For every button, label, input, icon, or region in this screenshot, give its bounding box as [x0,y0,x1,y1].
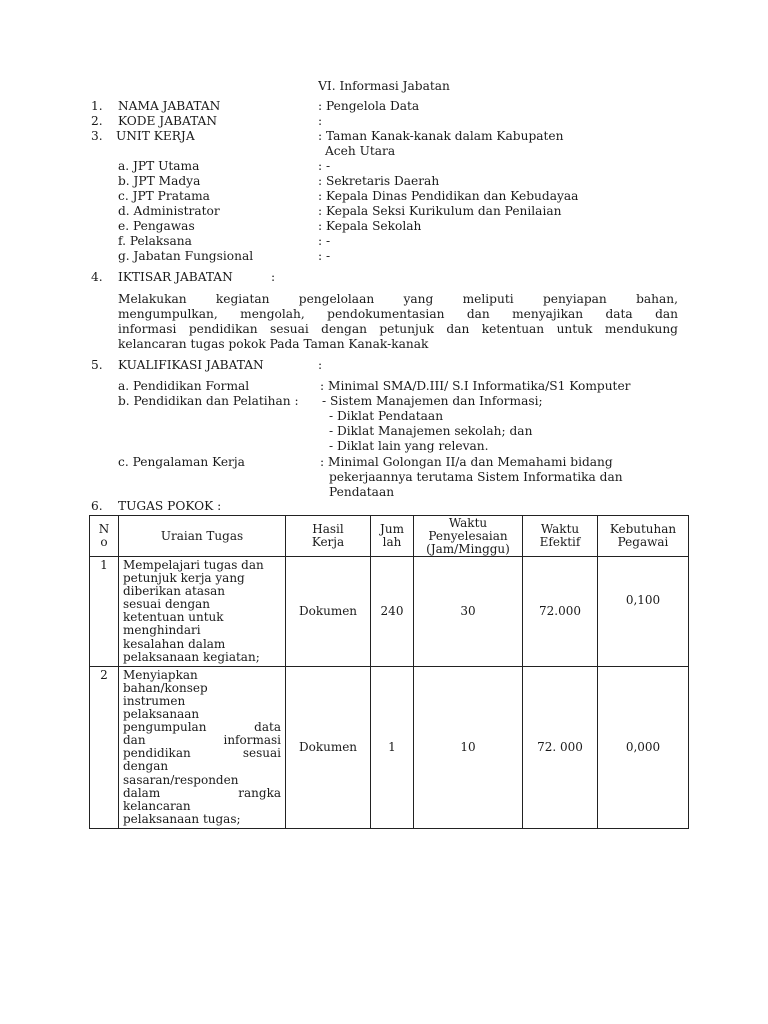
uraian-cell [119,557,286,667]
field-label-kode-jabatan: KODE JABATAN [118,114,218,128]
header-text: lah [382,535,402,549]
iktisar-colon: : [271,270,276,284]
unit-kerja-label: c. JPT Pratama [118,189,210,203]
uraian-line: kelancaran [123,798,191,813]
field-value-kode-jabatan: : [318,114,323,128]
header-text: Penyelesaian [428,528,508,543]
section-number: 4. [91,270,103,284]
uraian-line: ketentuan untuk [123,610,224,625]
uraian-line: Menyiapkan [123,667,198,682]
table-header-row [90,516,689,557]
paragraph-line: kelancaran tugas pokok Pada Taman Kanak-kanak [118,337,429,351]
jumlah-cell: 1 [371,666,414,828]
unit-kerja-value: : Kepala Seksi Kurikulum dan Penilaian [318,204,562,218]
pengalaman-value: : Minimal Golongan II/a dan Memahami bidang [320,455,613,469]
pelatihan-item: - Diklat lain yang relevan. [329,439,489,453]
column-header-kebutuhan-pegawai [598,516,689,557]
unit-kerja-label: f. Pelaksana [118,234,192,248]
kualifikasi-colon: : [318,358,323,372]
uraian-line: kesalahan dalam [123,636,226,651]
field-label-nama-jabatan: NAMA JABATAN [118,99,221,113]
jumlah-cell: 240 [371,557,414,667]
iktisar-paragraph [118,292,678,352]
table-row [90,666,689,828]
kebutuhan-pegawai-cell: 0,000 [598,666,689,828]
pengalaman-value: pekerjaannya terutama Sistem Informatika dan [329,470,623,484]
tugas-pokok-table [89,515,689,829]
section-number: 5. [91,358,103,372]
uraian-line: pelaksanaan tugas; [123,811,241,826]
field-number: 1. [91,99,103,113]
iktisar-heading: IKTISAR JABATAN [118,270,233,284]
field-number: 3. [91,129,103,143]
paragraph-line: informasi pendidikan sesuai dengan petunjuk dan ketentuan untuk mendukung [118,322,678,336]
pengalaman-value: Pendataan [329,485,395,499]
unit-kerja-label: g. Jabatan Fungsional [118,249,254,263]
pelatihan-label: b. Pendidikan dan Pelatihan : [118,394,299,408]
header-text: N [98,522,110,536]
pengalaman-label: c. Pengalaman Kerja [118,455,245,469]
header-text: o [100,535,108,549]
uraian-line: dalam rangka [123,785,281,800]
column-header-jumlah [371,516,414,557]
uraian-line: sasaran/responden [123,772,239,787]
unit-kerja-value: : Kepala Dinas Pendidikan dan Kebudayaa [318,189,579,203]
header-text: Kerja [311,535,345,549]
column-header-waktu-penyelesaian [414,516,523,557]
waktu-efektif-cell: 72. 000 [523,666,598,828]
header-text: (Jam/Minggu) [426,541,510,556]
header-text: Jum [380,522,404,536]
row-number: 1 [90,557,119,667]
kebutuhan-pegawai-cell: 0,100 [598,557,689,667]
section-number: 6. [91,499,103,513]
paragraph-line: Melakukan kegiatan pengelolaan yang meliputi penyiapan bahan, [118,292,678,306]
pendidikan-formal-value: : Minimal SMA/D.III/ S.I Informatika/S1 Komputer [320,379,631,393]
column-header-hasil-kerja [286,516,371,557]
field-value-unit-kerja: : Taman Kanak-kanak dalam Kabupaten [318,129,564,143]
field-value-unit-kerja-cont: Aceh Utara [325,144,396,158]
uraian-line: menghindari [123,623,201,638]
section-title: VI. Informasi Jabatan [318,79,450,93]
uraian-line: sesuai dengan [123,597,211,612]
unit-kerja-value: : Sekretaris Daerah [318,174,440,188]
waktu-efektif-cell: 72.000 [523,557,598,667]
tugas-pokok-heading: TUGAS POKOK : [118,499,222,513]
uraian-line: dan informasi [123,733,281,748]
column-header-no [90,516,119,557]
pendidikan-formal-label: a. Pendidikan Formal [118,379,250,393]
kualifikasi-heading: KUALIFIKASI JABATAN [118,358,264,372]
header-text: Kebutuhan [609,522,677,536]
waktu-penyelesaian-cell: 30 [414,557,523,667]
header-text: Hasil [312,522,344,536]
uraian-line: bahan/konsep [123,680,208,695]
uraian-cell [119,666,286,828]
field-value-nama-jabatan: : Pengelola Data [318,99,420,113]
uraian-line: instrumen [123,693,186,708]
column-header-waktu-efektif [523,516,598,557]
hasil-kerja-cell: Dokumen [286,666,371,828]
uraian-line: dengan [123,759,169,774]
uraian-line: pendidikan sesuai [123,746,281,761]
unit-kerja-value: : - [318,159,331,173]
uraian-line: pelaksanaan kegiatan; [123,649,260,664]
uraian-line: Mempelajari tugas dan [123,558,264,572]
column-header-uraian [119,516,286,557]
unit-kerja-value: : - [318,249,331,263]
pelatihan-item: - Sistem Manajemen dan Informasi; [322,394,543,408]
field-number: 2. [91,114,103,128]
pelatihan-item: - Diklat Manajemen sekolah; dan [329,424,533,438]
pelatihan-item: - Diklat Pendataan [329,409,444,423]
header-text: Pegawai [617,535,669,549]
unit-kerja-label: b. JPT Madya [118,174,201,188]
header-text: Waktu [540,522,580,536]
uraian-line: pengumpulan data [123,720,281,735]
unit-kerja-label: a. JPT Utama [118,159,200,173]
uraian-line: petunjuk kerja yang [123,571,245,586]
unit-kerja-value: : - [318,234,331,248]
paragraph-line: mengumpulkan, mengolah, pendokumentasian dan menyajikan data dan [118,307,678,321]
header-text: Uraian Tugas [160,528,244,543]
uraian-line: diberikan atasan [123,584,226,599]
hasil-kerja-cell: Dokumen [286,557,371,667]
table-row [90,557,689,667]
unit-kerja-value: : Kepala Sekolah [318,219,422,233]
header-text: Efektif [539,535,581,549]
row-number: 2 [90,666,119,828]
unit-kerja-label: d. Administrator [118,204,220,218]
unit-kerja-label: e. Pengawas [118,219,195,233]
field-label-unit-kerja: UNIT KERJA [116,129,195,143]
header-text: Waktu [448,515,488,530]
waktu-penyelesaian-cell: 10 [414,666,523,828]
uraian-line: pelaksanaan [123,707,200,722]
